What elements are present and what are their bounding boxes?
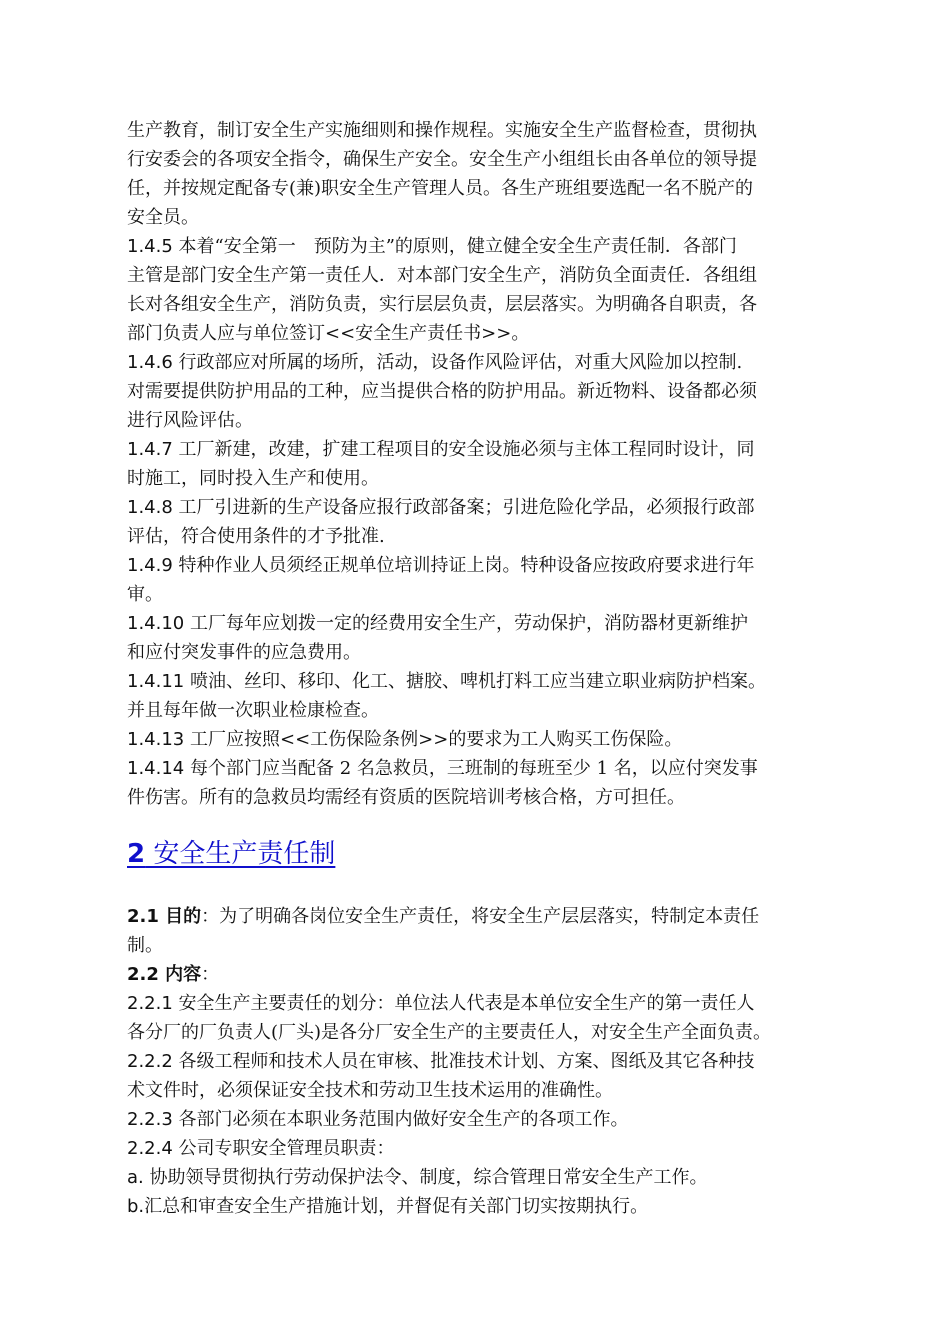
purpose-number: 2.1 xyxy=(127,906,159,927)
content-label: 内容 xyxy=(158,964,202,985)
clause-number: 1.4.7 xyxy=(127,439,173,460)
section-2 xyxy=(127,902,817,1221)
purpose-label: 目的 xyxy=(158,906,202,927)
clause-text: 各级工程师和技术人员在审核、批准技术计划、方案、图纸及其它各种技 术文件时，必须保证安全技术和劳动卫生技术运用的准确性。 xyxy=(127,1051,755,1101)
list-marker: a. xyxy=(127,1167,144,1188)
clause-text: 喷油、丝印、移印、化工、搪胶、啤机打料工应当建立职业病防护档案。 并且每年做一次职业检康检查。 xyxy=(127,671,766,721)
clause-2-2-3 xyxy=(127,1105,817,1134)
content-paragraph xyxy=(127,960,817,989)
clause-1-4-11 xyxy=(127,667,817,725)
document-page xyxy=(127,116,817,1221)
clause-text: 工厂每年应划拨一定的经费用安全生产，劳动保护，消防器材更新维护 和应付突发事件的应急费用。 xyxy=(127,613,748,663)
clause-text: 安全生产主要责任的划分：单位法人代表是本单位安全生产的第一责任人 各分厂的厂负责人(厂头)是各分厂安全生产的主要责任人，对安全生产全面负责。 xyxy=(127,993,772,1043)
clause-number: 1.4.11 xyxy=(127,671,185,692)
clause-text: 各部门必须在本职业务范围内做好安全生产的各项工作。 xyxy=(172,1109,629,1130)
clause-2-2-2 xyxy=(127,1047,817,1105)
content-number: 2.2 xyxy=(127,964,159,985)
clause-1-4-13 xyxy=(127,725,817,754)
clause-text: 工厂引进新的生产设备应报行政部备案；引进危险化学品，必须报行政部 评估，符合使用条件的才予批准. xyxy=(127,497,755,547)
clause-1-4-9 xyxy=(127,551,817,609)
clause-number: 1.4.13 xyxy=(127,729,185,750)
clause-number: 2.2.1 xyxy=(127,993,173,1014)
clause-text: 特种作业人员须经正规单位培训持证上岗。特种设备应按政府要求进行年 审。 xyxy=(127,555,755,605)
clause-1-4-5 xyxy=(127,232,817,348)
clause-2-2-4 xyxy=(127,1134,817,1163)
clause-number: 1.4.6 xyxy=(127,352,173,373)
content-text: ： xyxy=(201,964,220,985)
clause-number: 1.4.9 xyxy=(127,555,173,576)
clause-number: 1.4.14 xyxy=(127,758,185,779)
section-2-heading-link[interactable] xyxy=(127,834,817,874)
heading-title: 安全生产责任制 xyxy=(145,839,336,869)
clause-number: 1.4.5 xyxy=(127,236,173,257)
intro-paragraph: 生产教育，制订安全生产实施细则和操作规程。实施安全生产监督检查，贯彻执 行安委会的各项安全指令，确保生产安全。安全生产小组组长由各单位的领导提 任，并按规定配备专(兼)职安全生产管理人员。各生产班组要选配一名不脱产的 安全员。 xyxy=(127,120,757,228)
clause-1-4-7 xyxy=(127,435,817,493)
clause-number: 2.2.3 xyxy=(127,1109,173,1130)
clause-text: 每个部门应当配备 2 名急救员，三班制的每班至少 1 名，以应付突发事 件伤害。所有的急救员均需经有资质的医院培训考核合格，方可担任。 xyxy=(127,758,758,808)
clause-number: 2.2.4 xyxy=(127,1138,173,1159)
list-text: 汇总和审查安全生产措施计划，并督促有关部门切实按期执行。 xyxy=(144,1196,649,1217)
clause-number: 1.4.10 xyxy=(127,613,185,634)
list-marker: b. xyxy=(127,1196,145,1217)
clause-1-4-14 xyxy=(127,754,817,812)
clause-1-4-10 xyxy=(127,609,817,667)
list-text: 协助领导贯彻执行劳动保护法令、制度，综合管理日常安全生产工作。 xyxy=(143,1167,708,1188)
clause-1-4-6 xyxy=(127,348,817,435)
clause-text: 工厂应按照<<工伤保险条例>>的要求为工人购买工伤保险。 xyxy=(184,729,683,750)
clause-2-2-1 xyxy=(127,989,817,1047)
clause-number: 1.4.8 xyxy=(127,497,173,518)
list-item-a xyxy=(127,1163,817,1192)
clause-text: 本着“安全第一 预防为主”的原则，健立健全安全生产责任制．各部门 主管是部门安全生产第一责任人．对本部门安全生产，消防负全面责任．各组组 长对各组安全生产，消防负责，实行层层负责，层层落实。为明确各自职责，各 部门负责人应与单位签订<<安全生产责任书>>。 xyxy=(127,236,757,344)
list-item-b xyxy=(127,1192,817,1221)
purpose-paragraph xyxy=(127,902,817,960)
clause-text: 行政部应对所属的场所，活动，设备作风险评估，对重大风险加以控制. 对需要提供防护用品的工种，应当提供合格的防护用品。新近物料、设备都必须 进行风险评估。 xyxy=(127,352,757,431)
clause-1-4-8 xyxy=(127,493,817,551)
heading-number: 2 xyxy=(127,839,146,869)
clause-number: 2.2.2 xyxy=(127,1051,173,1072)
purpose-text: ：为了明确各岗位安全生产责任，将安全生产层层落实，特制定本责任 制。 xyxy=(127,906,760,956)
section-1-continued xyxy=(127,116,817,812)
clause-text: 工厂新建，改建，扩建工程项目的安全设施必须与主体工程同时设计，同 时施工，同时投入生产和使用。 xyxy=(127,439,755,489)
clause-text: 公司专职安全管理员职责： xyxy=(172,1138,395,1159)
